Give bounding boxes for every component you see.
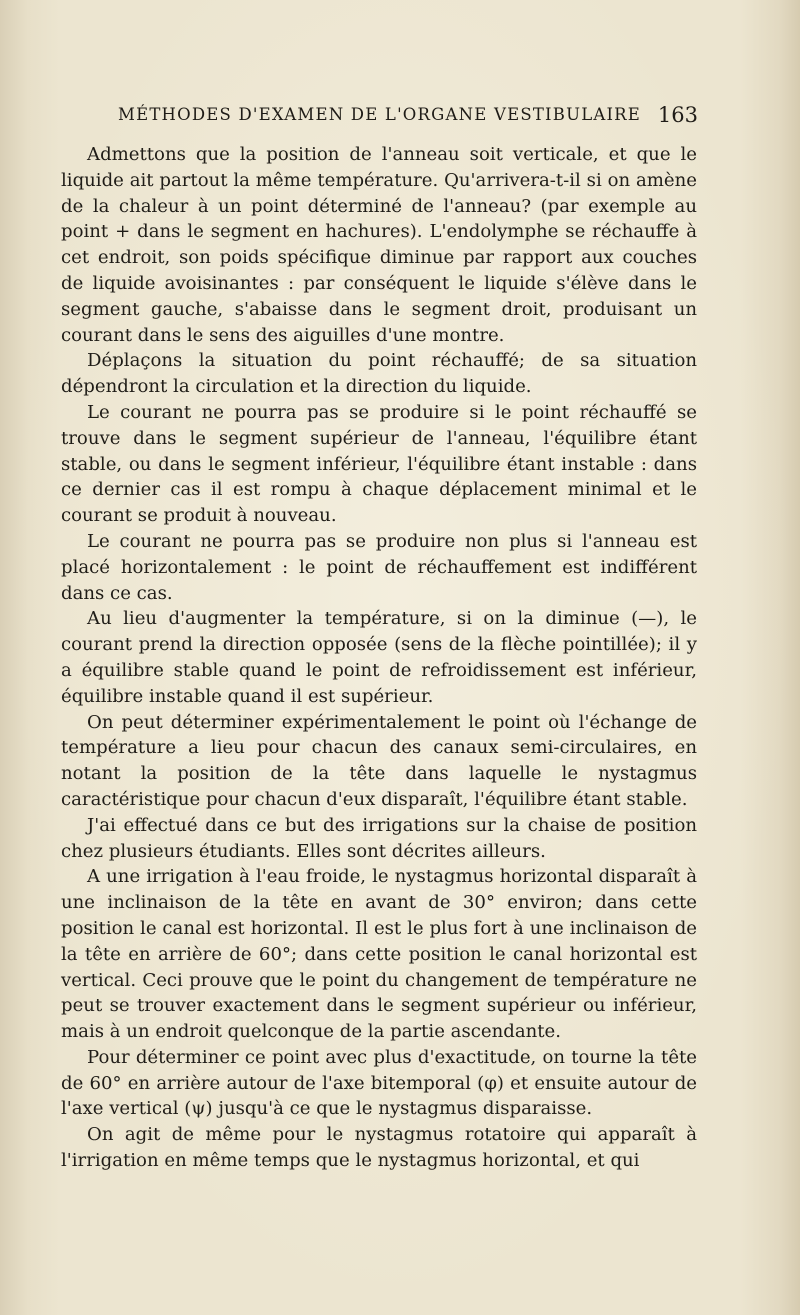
paragraph: J'ai effectué dans ce but des irrigations sur la chaise de position chez plusieurs étudiants. Elles sont décrites ailleurs. [61, 814, 697, 862]
paragraph: A une irrigation à l'eau froide, le nystagmus horizontal disparaît à une inclinaison de la tête en avant de 30° environ; dans cette position le canal est horizontal. Il est le plus fort à une inclinaison de la tête en arrière de 60°; dans cette position le canal horizontal est vertical. Ceci prouve que le point du changement de température ne peut se trouver exactement dans le segment supérieur ou inférieur, mais à un endroit quelconque de la partie ascendante. [61, 866, 697, 1043]
running-head [118, 99, 698, 131]
paragraph: Admettons que la position de l'anneau soit verticale, et que le liquide ait partout la même température. Qu'arrivera-t-il si on amène de la chaleur à un point déterminé de l'anneau? (par exemple au point + dans le segment en hachures). L'endolymphe se réchauffe à cet endroit, son poids spécifique diminue par rapport aux couches de liquide avoisinantes : par conséquent le liquide s'élève dans le segment gauche, s'abaisse dans le segment droit, produisant un courant dans le sens des aiguilles d'une montre. [61, 144, 697, 346]
paragraph: Pour déterminer ce point avec plus d'exactitude, on tourne la tête de 60° en arrière autour de l'axe bitemporal (φ) et ensuite autour de l'axe vertical (ψ) jusqu'à ce que le nystagmus disparaisse. [61, 1046, 697, 1120]
running-title: MÉTHODES D'EXAMEN DE L'ORGANE VESTIBULAIRE [118, 105, 642, 124]
paragraph: Le courant ne pourra pas se produire non plus si l'anneau est placé horizontalement : le point de réchauffement est indifférent dans ce cas. [61, 530, 697, 604]
paragraph: On agit de même pour le nystagmus rotatoire qui apparaît à l'irrigation en même temps que le nystagmus horizontal, et qui [61, 1124, 697, 1172]
body-text [61, 142, 697, 1174]
paragraph: On peut déterminer expérimentalement le point où l'échange de température a lieu pour chacun des canaux semi-circulaires, en notant la position de la tête dans laquelle le nystagmus caractéristique pour chacun d'eux disparaît, l'équilibre étant stable. [61, 711, 697, 810]
paragraph: Au lieu d'augmenter la température, si on la diminue (—), le courant prend la direction opposée (sens de la flèche pointillée); il y a équilibre stable quand le point de refroidissement est inférieur, équilibre instable quand il est supérieur. [61, 608, 697, 707]
paragraph: Déplaçons la situation du point réchauffé; de sa situation dépendront la circulation et la direction du liquide. [61, 350, 697, 398]
page-number: 163 [657, 103, 698, 127]
paragraph: Le courant ne pourra pas se produire si le point réchauffé se trouve dans le segment supérieur de l'anneau, l'équilibre étant stable, ou dans le segment inférieur, l'équilibre étant instable : dans ce dernier cas il est rompu à chaque déplacement minimal et le courant se produit à nouveau. [61, 401, 697, 527]
